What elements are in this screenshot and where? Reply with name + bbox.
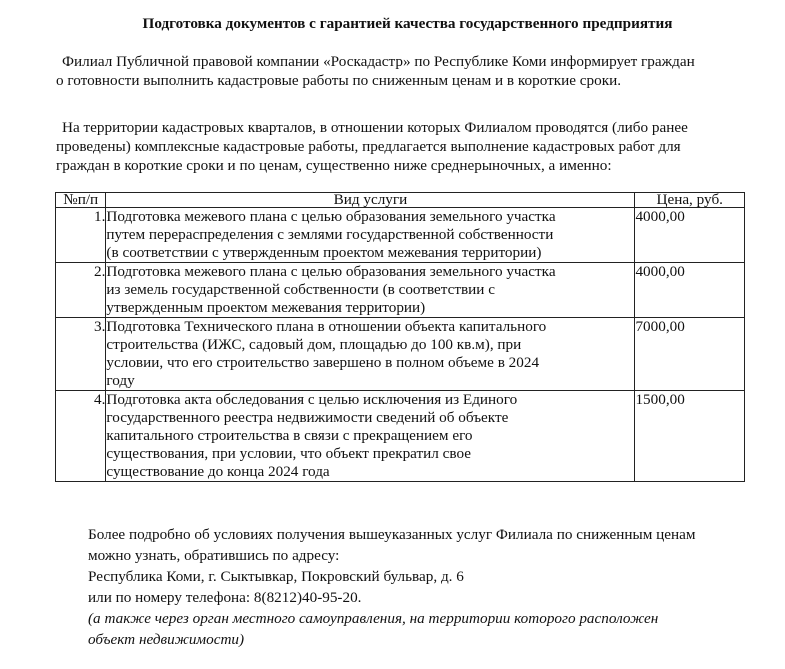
service-line: строительства (ИЖС, садовый дом, площадью до 100 кв.м), при [106,336,522,353]
description-line: граждан в короткие сроки и по ценам, существенно ниже среднерыночных, а именно: [56,157,612,174]
row-num: 4. [56,391,106,482]
service-line: Подготовка межевого плана с целью образования земельного участка [106,208,556,225]
document-title: Подготовка документов с гарантией качества государственного предприятия [142,15,673,32]
row-price: 7000,00 [635,318,745,391]
table-row [56,263,745,318]
service-line: капитального строительства в связи с прекращением его [106,427,473,444]
service-line: году [106,372,135,389]
row-service [106,318,635,391]
row-num: 3. [56,318,106,391]
header-price: Цена, руб. [635,193,745,208]
intro-line: Филиал Публичной правовой компании «Роскадастр» по Республике Коми информирует граждан [62,53,695,70]
service-line: существования, при условии, что объект прекратил свое [106,445,471,462]
footer-note: (а также через орган местного самоуправления, на территории которого расположен [88,610,659,627]
row-price: 4000,00 [635,263,745,318]
header-num: №п/п [56,193,106,208]
services-table [55,192,745,482]
row-price: 1500,00 [635,391,745,482]
table-header-row [56,193,745,208]
row-num: 2. [56,263,106,318]
row-service [106,263,635,318]
table-row [56,318,745,391]
service-line: государственного реестра недвижимости сведений об объекте [106,409,509,426]
description-paragraph [56,118,756,175]
description-line: На территории кадастровых кварталов, в отношении которых Филиалом проводятся (либо ранее [62,119,688,136]
row-num: 1. [56,208,106,263]
footer-line: можно узнать, обратившись по адресу: [88,547,340,564]
service-line: Подготовка Технического плана в отношении объекта капитального [106,318,547,335]
service-line: условии, что его строительство завершено в полном объеме в 2024 [106,354,540,371]
service-line: Подготовка акта обследования с целью исключения из Единого [106,391,518,408]
intro-line: о готовности выполнить кадастровые работы по сниженным ценам и в короткие сроки. [56,72,621,89]
header-service: Вид услуги [106,193,635,208]
contact-info [88,524,768,650]
service-line: (в соответствии с утвержденным проектом межевания территории) [106,244,542,261]
phone-line: или по номеру телефона: 8(8212)40-95-20. [88,589,362,606]
row-price: 4000,00 [635,208,745,263]
table-row [56,208,745,263]
row-service [106,208,635,263]
service-line: из земель государственной собственности (в соответствии с [106,281,495,298]
footer-note: объект недвижимости) [88,631,245,648]
address-line: Республика Коми, г. Сыктывкар, Покровский бульвар, д. 6 [88,568,464,585]
service-line: существование до конца 2024 года [106,463,330,480]
service-line: путем перераспределения с землями государственной собственности [106,226,554,243]
service-line: утвержденным проектом межевания территории) [106,299,426,316]
footer-line: Более подробно об условиях получения вышеуказанных услуг Филиала по сниженным ценам [88,526,696,543]
intro-paragraph [56,52,756,90]
table-row [56,391,745,482]
description-line: проведены) комплексные кадастровые работы, предлагается выполнение кадастровых работ для [56,138,681,155]
service-line: Подготовка межевого плана с целью образования земельного участка [106,263,556,280]
row-service [106,391,635,482]
